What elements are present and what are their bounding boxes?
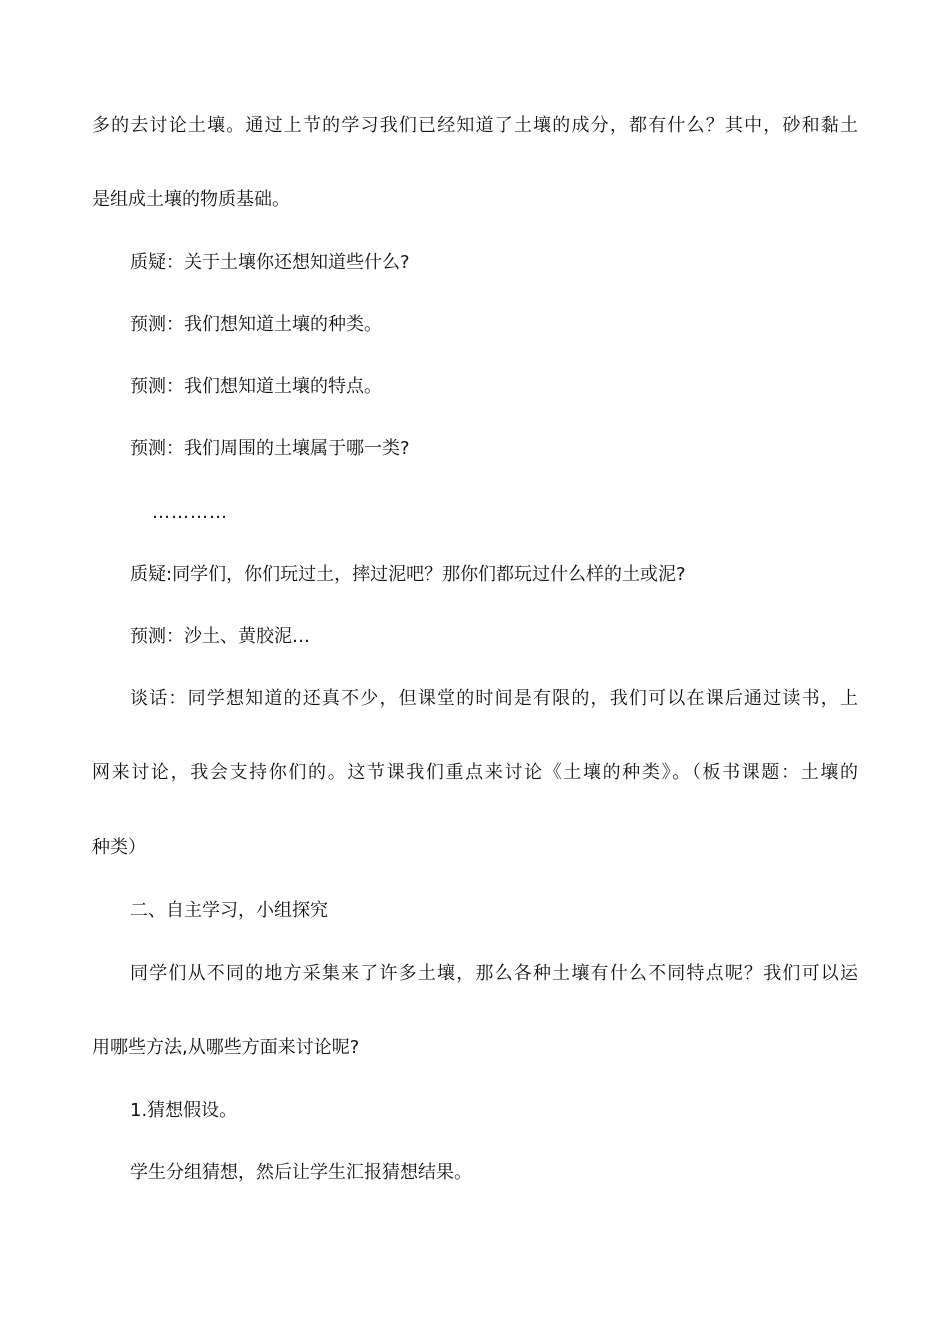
paragraph-line: 多的去讨论土壤。通过上节的学习我们已经知道了土壤的成分，都有什么？其中，砂和黏土 bbox=[92, 115, 858, 136]
paragraph-line: 种类） bbox=[92, 837, 146, 858]
paragraph-line: 同学们从不同的地方采集来了许多土壤，那么各种土壤有什么不同特点呢？我们可以运 bbox=[130, 963, 858, 984]
prediction-line: 预测：沙土、黄胶泥… bbox=[130, 626, 310, 647]
question-line: 质疑:同学们，你们玩过土，摔过泥吧？那你们都玩过什么样的土或泥? bbox=[130, 564, 686, 585]
talk-line: 谈话：同学想知道的还真不少，但课堂的时间是有限的，我们可以在课后通过读书，上 bbox=[130, 688, 858, 709]
prediction-line: 预测：我们周围的土壤属于哪一类? bbox=[130, 438, 410, 459]
paragraph-line: 网来讨论，我会支持你们的。这节课我们重点来讨论《土壤的种类》。（板书课题：土壤的 bbox=[92, 762, 858, 783]
paragraph-line: 学生分组猜想，然后让学生汇报猜想结果。 bbox=[130, 1162, 472, 1183]
ellipsis-line: ………… bbox=[152, 502, 228, 523]
question-line: 质疑：关于土壤你还想知道些什么? bbox=[130, 252, 410, 273]
paragraph-line: 用哪些方法,从哪些方面来讨论呢? bbox=[92, 1037, 360, 1058]
step-heading: 1.猜想假设。 bbox=[130, 1100, 238, 1121]
prediction-line: 预测：我们想知道土壤的特点。 bbox=[130, 376, 382, 397]
prediction-line: 预测：我们想知道土壤的种类。 bbox=[130, 314, 382, 335]
section-heading: 二、自主学习，小组探究 bbox=[130, 900, 328, 921]
paragraph-line: 是组成土壤的物质基础。 bbox=[92, 189, 290, 210]
